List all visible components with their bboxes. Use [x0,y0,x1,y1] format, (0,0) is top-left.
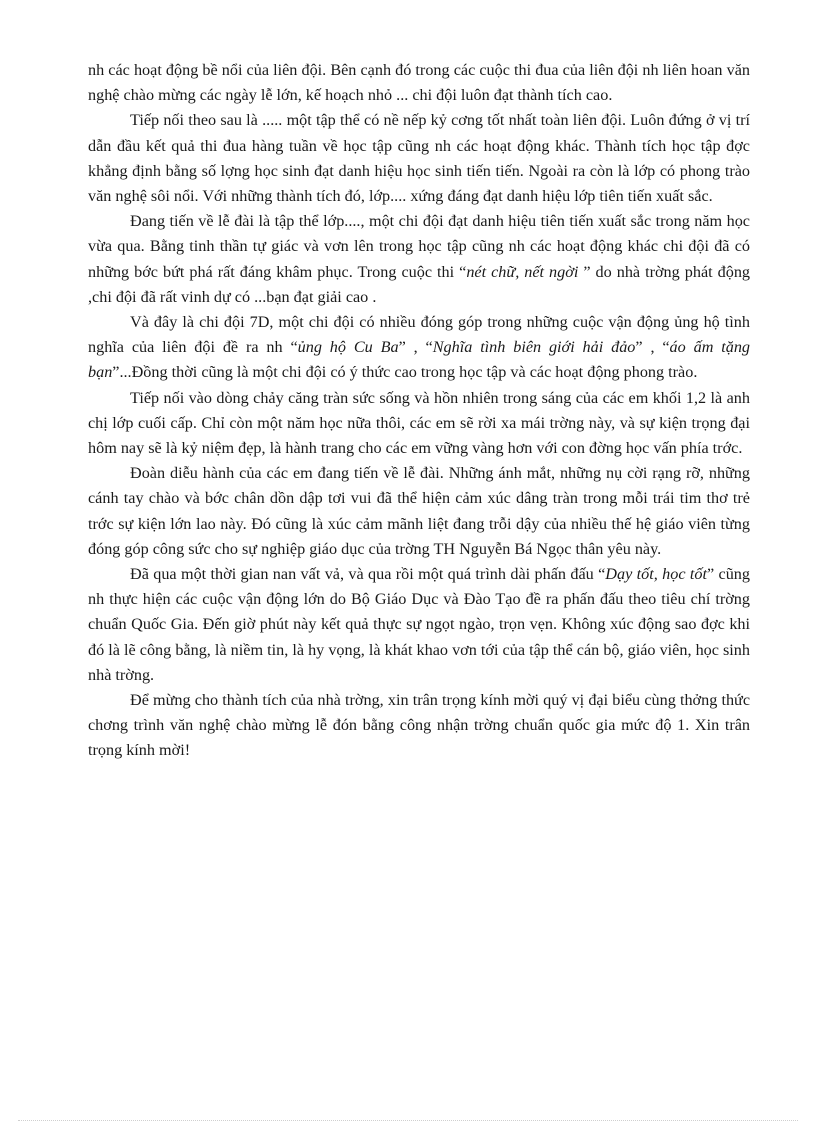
text-run: Đoàn diễu hành của các em đang tiến về lễ đài. Những ánh mắt, những nụ cời rạng rỡ, những cánh tay chào và bớc chân dồn dập tơi vui đã thể hiện cảm xúc dâng tràn trong mỗi trái tim thơ trẻ trớc sự kiện lớn lao này. Đó cũng là xúc cảm mãnh liệt đang trỗi dậy của nhiều thế hệ giáo viên từng đóng góp công sức cho sự nghiệp giáo dục của trờng TH Nguyễn Bá Ngọc thân yêu này. [88,464,750,558]
text-run: nh các hoạt động bề nổi của liên đội. Bên cạnh đó trong các cuộc thi đua của liên đội nh liên hoan văn nghệ chào mừng các ngày lễ lớn, kế hoạch nhỏ ... chi đội luôn đạt thành tích cao. [88,61,750,105]
text-run: Tiếp nối vào dòng chảy căng tràn sức sống và hồn nhiên trong sáng của các em khối 1,2 là anh chị lớp cuối cấp. Chỉ còn một năm học nữa thôi, các em sẽ rời xa mái trờng này, và sự kiện trọng đại hôm nay sẽ là kỷ niệm đẹp, là hành trang cho các em vững vàng hơn với con đờng học vấn phía trớc. [88,388,750,458]
paragraph [88,688,750,764]
italic-quote: Dạy tốt, học tốt [605,565,707,584]
text-run: Đang tiến về lễ đài là tập thể lớp...., một chi đội đạt danh hiệu tiên tiến xuất sắc trong năm học vừa qua. Bằng tinh thần tự giác và vơn lên trong học tập cũng nh các hoạt động khác chi đội đã có những bớc bứt phá rất đáng khâm phục. Trong cuộc thi “ [88,212,750,281]
text-run: ” do nhà trờng phát động ,chi đội đã rất vinh dự có ...bạn đạt giải cao . [88,262,750,306]
document-page [88,58,750,764]
italic-quote: ủng hộ Cu Ba [297,338,399,357]
italic-quote: Nghĩa tình biên giới hải đảo [432,338,636,357]
paragraph [88,108,750,209]
italic-quote: áo ấm tặng bạn [88,338,751,382]
paragraph [88,386,750,462]
text-run: ” cũng nh thực hiện các cuộc vận động lớn do Bộ Giáo Dục và Đào Tạo đề ra phấn đấu theo tiêu chí trờng chuẩn Quốc Gia. Đến giờ phút này kết quả thực sự ngọt ngào, trọn vẹn. Không xúc động sao đợc khi đó là lẽ công bằng, là niềm tin, là hy vọng, là khát khao vơn tới của tập thể cán bộ, giáo viên, học sinh nhà trờng. [88,565,750,684]
text-run: ” , “ [635,338,670,357]
paragraph [88,461,750,562]
italic-quote: nét chữ, nết ngời [466,262,584,281]
paragraph [88,209,750,310]
page-bottom-divider [18,1120,798,1121]
text-run: ”...Đồng thời cũng là một chi đội có ý thức cao trong học tập và các hoạt động phong trào. [112,363,698,382]
text-run: Tiếp nối theo sau là ..... một tập thể có nề nếp kỷ cơng tốt nhất toàn liên đội. Luôn đứng ở vị trí dẫn đầu kết quả thi đua hàng tuần về học tập cũng nh các hoạt động khác. Thành tích học tập đợc khẳng định bằng số lợng học sinh đạt danh hiệu học sinh tiến tiến. Ngoài ra còn là lớp có phong trào văn nghệ sôi nổi. Với những thành tích đó, lớp.... xứng đáng đạt danh hiệu lớp tiên tiến xuất sắc. [88,111,750,206]
paragraph [88,58,750,108]
text-run: Đã qua một thời gian nan vất vả, và qua rồi một quá trình dài phấn đấu “ [130,565,606,584]
text-run: ” , “ [398,338,433,357]
text-run: Và đây là chi đội 7D, một chi đội có nhiều đóng góp trong những cuộc vận động ủng hộ tình nghĩa của liên đội đề ra nh “ [88,313,750,357]
paragraph [88,562,750,688]
text-run: Để mừng cho thành tích của nhà trờng, xin trân trọng kính mời quý vị đại biểu cùng thởng thức chơng trình văn nghệ chào mừng lễ đón bằng công nhận trờng chuẩn quốc gia mức độ 1. Xin trân trọng kính mời! [88,691,750,760]
paragraph [88,310,750,386]
